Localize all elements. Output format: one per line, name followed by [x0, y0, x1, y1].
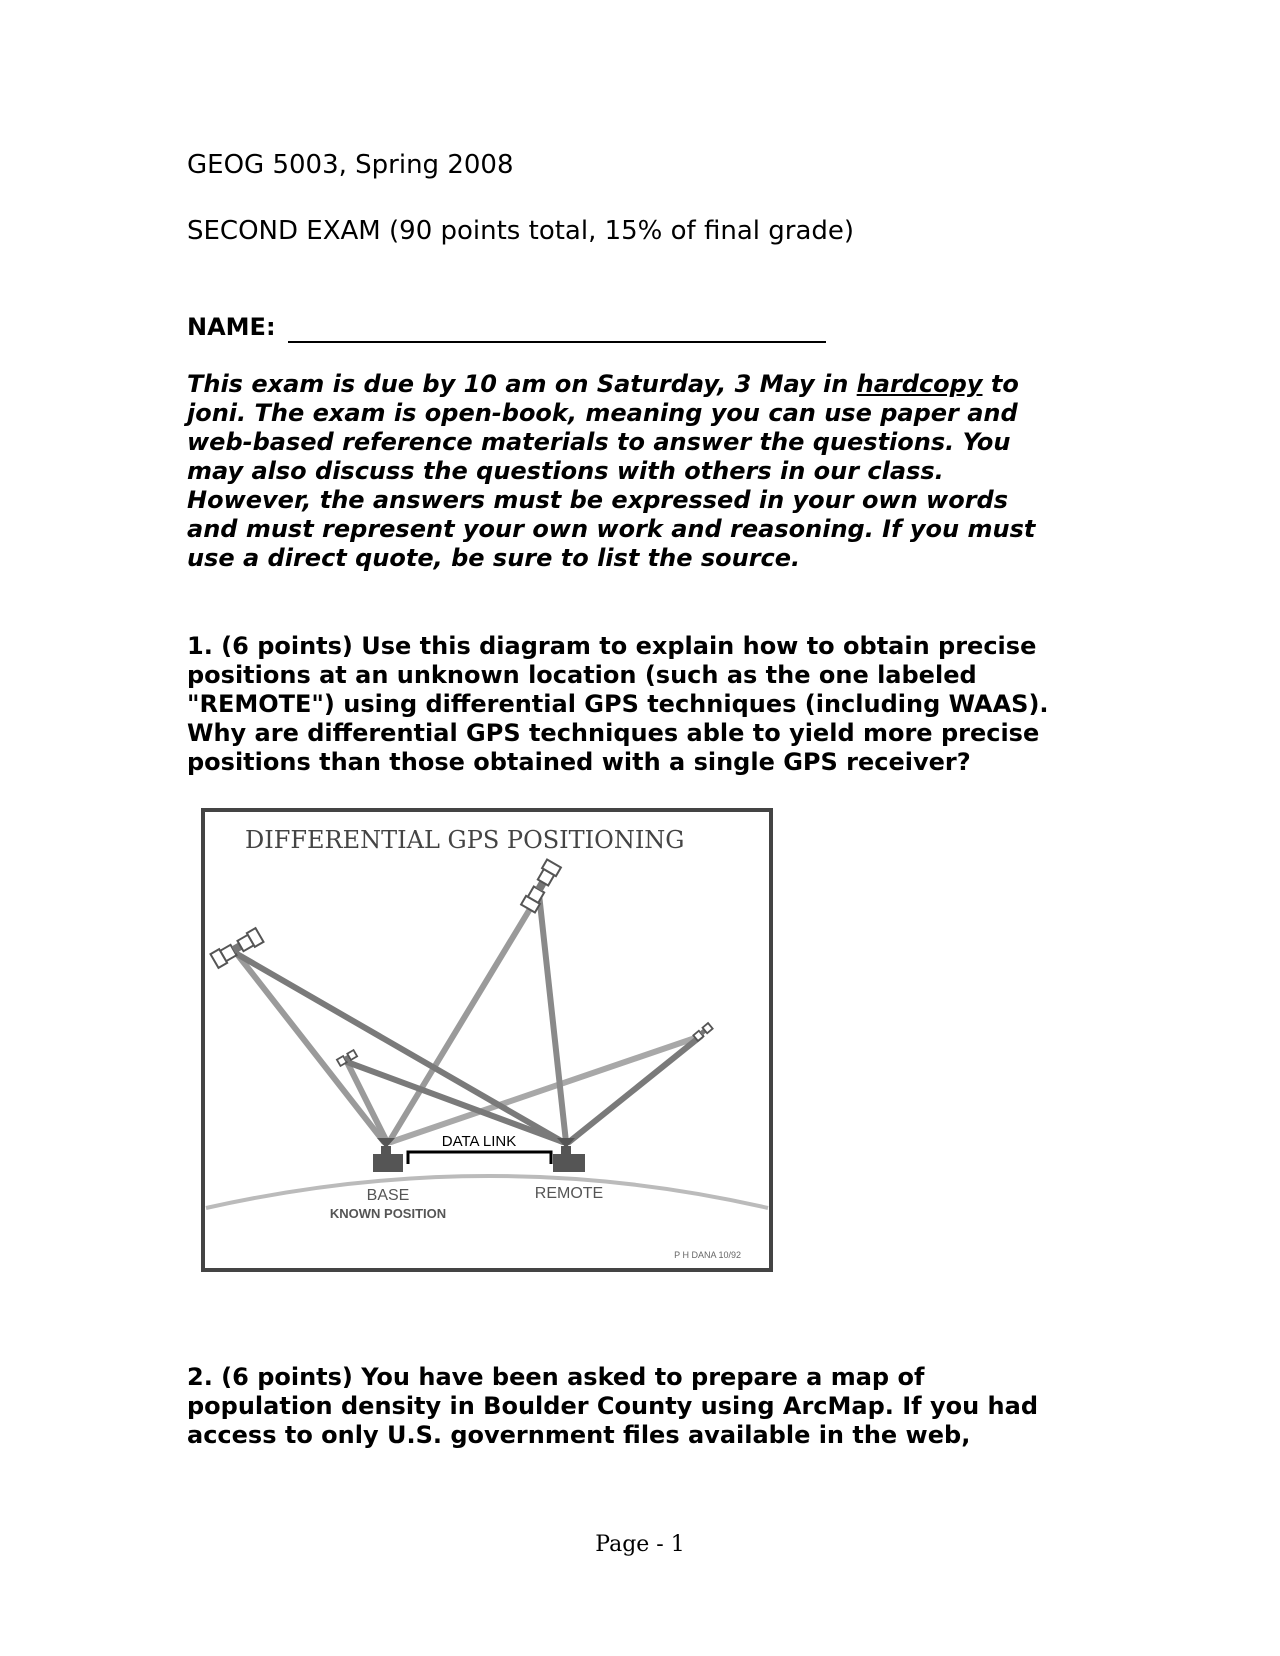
data-link-label: DATA LINK — [441, 1133, 517, 1150]
question-2-line: access to only U.S. government files available in the web, — [187, 1421, 971, 1449]
hardcopy-emphasis: hardcopy — [856, 370, 983, 398]
base-label: BASE — [366, 1187, 410, 1204]
instructions-line — [187, 370, 1107, 399]
question-1-line: positions than those obtained with a single GPS receiver? — [187, 748, 971, 776]
differential-gps-diagram — [201, 808, 773, 1272]
question-2-line: 2. (6 points) You have been asked to prepare a map of — [187, 1363, 925, 1391]
instructions-line: and must represent your own work and reasoning. If you must — [187, 515, 1036, 543]
diagram-credit: P H DANA 10/92 — [674, 1250, 741, 1260]
instructions-line: web-based reference materials to answer the questions. You — [187, 428, 1011, 456]
question-1 — [187, 632, 1107, 777]
question-1-line: Why are differential GPS techniques able to yield more precise — [187, 719, 1040, 747]
question-2 — [187, 1363, 1107, 1450]
exam-instructions — [187, 370, 1107, 573]
question-1-line: 1. (6 points) Use this diagram to explain how to obtain precise — [187, 632, 1037, 660]
question-2-line: population density in Boulder County using ArcMap. If you had — [187, 1392, 1039, 1420]
course-title: GEOG 5003, Spring 2008 — [187, 150, 514, 180]
instructions-line: use a direct quote, be sure to list the source. — [187, 544, 801, 572]
instructions-text: to — [982, 370, 1019, 398]
question-1-line: "REMOTE") using differential GPS techniques (including WAAS). — [187, 690, 1049, 718]
known-position-label: KNOWN POSITION — [329, 1206, 447, 1221]
remote-label: REMOTE — [534, 1185, 604, 1202]
exam-title: SECOND EXAM (90 points total, 15% of final grade) — [187, 216, 855, 246]
name-label: NAME: — [187, 313, 276, 341]
page-number: Page - 1 — [595, 1532, 685, 1557]
instructions-line: may also discuss the questions with others in our class. — [187, 457, 944, 485]
diagram-title: DIFFERENTIAL GPS POSITIONING — [245, 826, 685, 854]
instructions-line: joni. The exam is open-book, meaning you can use paper and — [187, 399, 1018, 427]
instructions-text: This exam is due by 10 am on Saturday, 3 May in — [187, 370, 857, 398]
instructions-line: However, the answers must be expressed in your own words — [187, 486, 1009, 514]
question-1-line: positions at an unknown location (such as the one labeled — [187, 661, 977, 689]
name-blank-line[interactable] — [288, 341, 826, 343]
